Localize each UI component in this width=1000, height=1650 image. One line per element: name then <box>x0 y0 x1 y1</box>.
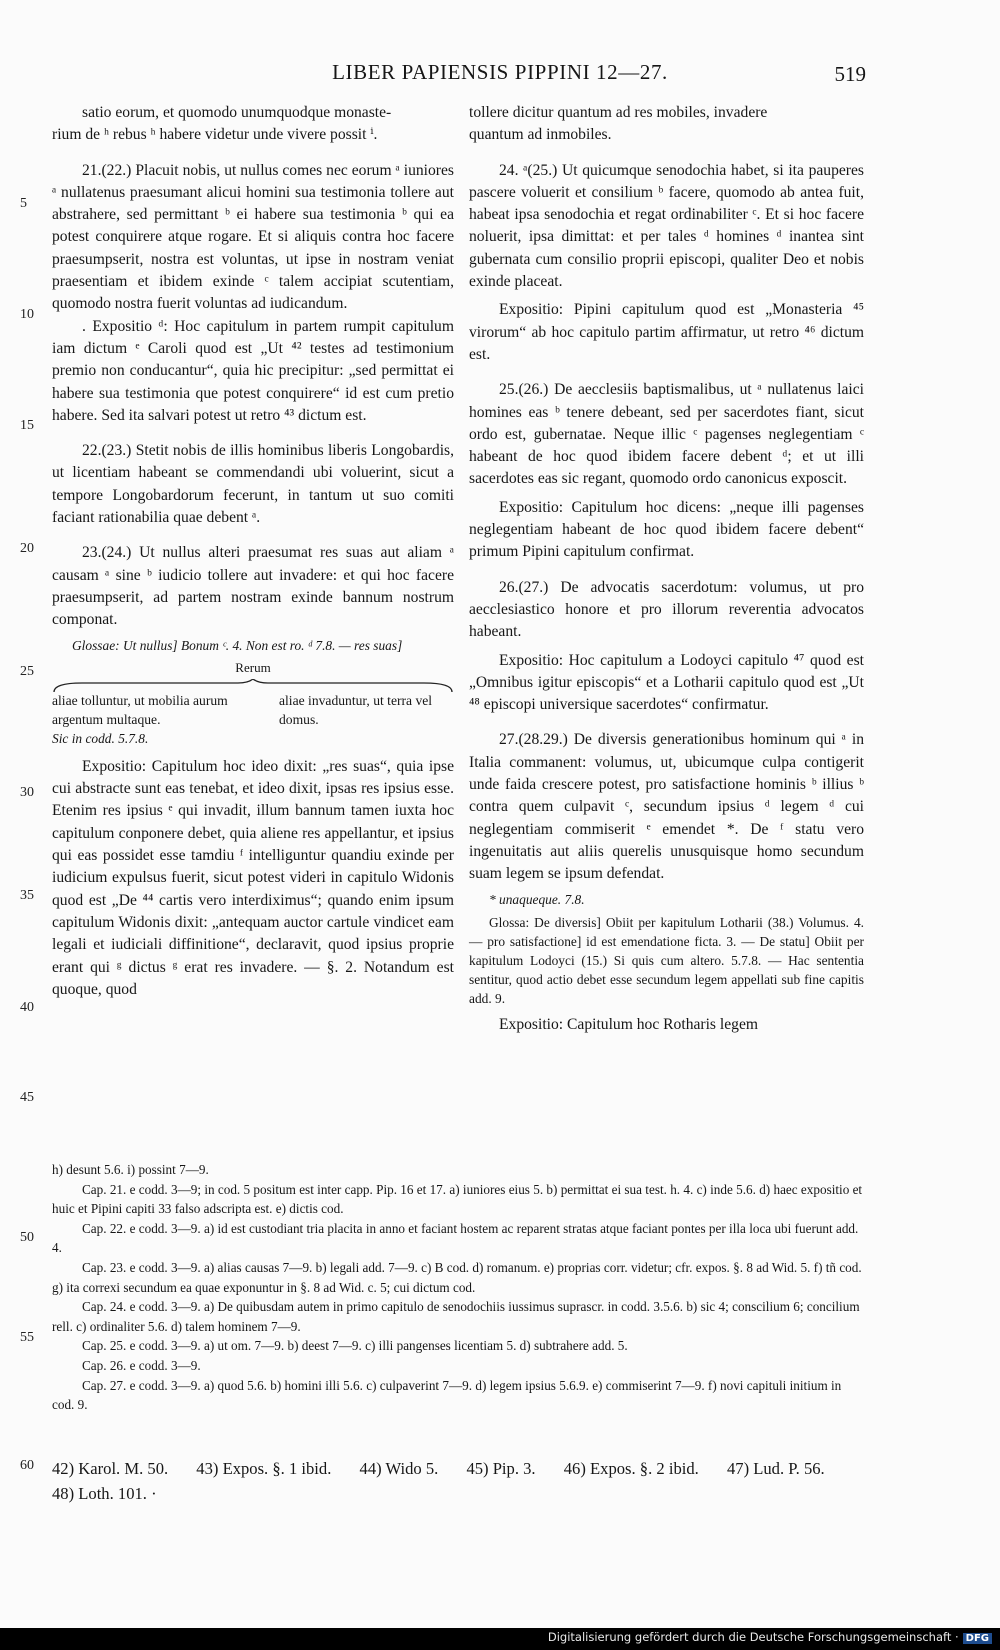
right-column <box>469 102 864 1036</box>
expositio-27: Expositio: Capitulum hoc Rotharis legem <box>499 1015 759 1033</box>
line-number: 25 <box>20 664 34 679</box>
expositio-26: Expositio: Hoc capitulum a Lodoyci capitulo ⁴⁷ quod est „Omnibus igitur episcopis“ et a Lotharii capitulo quod est „Ut ⁴⁸ episcopi universique sacerdotes“ confirmatur. <box>469 651 864 714</box>
expositio-23: Expositio: Capitulum hoc ideo dixit: „res suas“, quia ipse cui abstracte sunt eas tenebat, et ideo dixit, ipsas res ipsius esse. Etenim res ipsius ᵉ qui invadit, illum bannum tamen iuxta hoc capitulum conponere debet, quia aliene res appellantur, et ipsius qui eas possidet esse tamdiu ᶠ intelliguntur quandiu exinde per iudicium expulsus fuerit, sicut potest videri in capitulo Widonis quod est „De ⁴⁴ cartis vero interdiximus“; quando enim ipsum capitulum Widonis dixit: „antequam auctor cartule vindicet eam legali et iudiciali diffinitione“, declaravit, quod ipsius proprie erant qui ᵍ dictus ᵍ erat res invadere. — §. 2. Notandum est quoque, quod <box>52 757 454 998</box>
alternative-mobilia: aliae tolluntur, ut mobilia aurum argentum multaque. <box>52 692 228 727</box>
line-number: 55 <box>20 1330 34 1345</box>
text-line: rium de ʰ rebus ʰ habere videtur unde vivere possit ⁱ. <box>52 126 378 144</box>
line-number: 35 <box>20 888 34 903</box>
line-number: 50 <box>20 1230 34 1245</box>
reference: 45) Pip. 3. <box>466 1459 536 1478</box>
left-column <box>52 102 454 1001</box>
glossa-27: Glossa: De diversis] Obiit per kapitulum Lotharii (38.) Volumus. 4. — pro satisfactione] id est emendatione ficta. 3. — De statu] Obiit per kapitulum Lodoyci (15.) Si quis cum altero. 5.7.8. — Hac sententia sentitur, quod actio debet esse secundum legem appellati sub fine capitis add. 9. <box>469 914 864 1006</box>
chapter-21: 21.(22.) Placuit nobis, ut nullus comes nec eorum ᵃ iuniores ᵃ nullatenus praesumant alicui homini sua testimonia tollere aut abstrahere, sed permittant ᵇ ei habere sua testimonia ᵇ qui ea potest conquirere atque rogare. Et si aliquis contra hoc facere praesumpserit, nostra est voluntas, ut ipse in nostram veniat praesentiam et ibidem exinde ᶜ talem accipiat scutentiam, quomodo nostra fuerit voluntas ad iudicandum. <box>52 161 454 313</box>
expositio-24: Expositio: Pipini capitulum quod est „Monasteria ⁴⁵ virorum“ ab hoc capitulo partim affirmatur, ut retro ⁴⁶ dictum est. <box>469 301 864 363</box>
line-number: 5 <box>20 196 27 211</box>
critical-apparatus <box>52 1160 864 1415</box>
funding-credit <box>548 1630 992 1644</box>
reference: 42) Karol. M. 50. <box>52 1459 169 1478</box>
reference: 48) Loth. 101. · <box>52 1484 157 1503</box>
line-number: 45 <box>20 1090 34 1105</box>
text-line: satio eorum, et quomodo unumquodque monaste- <box>82 104 392 121</box>
reference: 44) Wido 5. <box>359 1459 439 1478</box>
rerum-alternatives <box>52 691 454 729</box>
apparatus-note: Cap. 25. e codd. 3—9. a) ut om. 7—9. b) deest 7—9. c) illi pangenses licentiam 5. d) subtrahere add. 5. <box>82 1338 628 1354</box>
reference: 47) Lud. P. 56. <box>726 1459 825 1478</box>
variant-note: * unaqueque. 7.8. <box>489 891 585 907</box>
chapter-27: 27.(28.29.) De diversis generationibus hominum qui ᵃ in Italia commanent: volumus, ut, ubicumque culpa contigerit unde faida crescere potest, pro satisfactione hominis ᵇ illius ᵇ contra quem culpavit ᶜ, secundum ipsius ᵈ legem ᵈ cui neglegentiam commiserit ᵉ emendet *. De ᶠ statu vero ingenuitatis aut aliis querelis unusquisque homo secundum suam legem se ipsum defendat. <box>469 731 864 883</box>
apparatus-note: Cap. 23. e codd. 3—9. a) alias causas 7—9. b) legali add. 7—9. c) B cod. d) romanum. e) proprias corr. videtur; cfr. expos. §. 8 ad Wid. 5. f) tñ cod. g) ita correxi secundum ea quae exponuntur in §. 8 ad Wid. c. 5; cui dictum cod. <box>52 1259 862 1295</box>
text-line: quantum ad inmobiles. <box>469 126 612 144</box>
chapter-22: 22.(23.) Stetit nobis de illis hominibus liberis Longobardis, ut licentiam habeant se commendandi ubi voluerint, sicut a tempore Longobardorum fecerunt, in tantum ut suo comiti faciant rationabilia quae debent ᵃ. <box>52 442 454 527</box>
expositio-21: . Expositio ᵈ: Hoc capitulum in partem rumpit capitulum iam dictum ᵉ Caroli quod est „Ut ⁴² testes ad testimonium premio non conducantur“, quia hic precipitur: „sed permittat ei habere sua testimonia que potest conquirere“ id est cum pretio habere. Sed ita salvari potest ut retro ⁴³ dictum est. <box>52 317 454 424</box>
apparatus-note: h) desunt 5.6. i) possint 7—9. <box>52 1162 209 1177</box>
apparatus-note: Cap. 21. e codd. 3—9; in cod. 5 positum est inter capp. Pip. 16 et 17. a) iuniores eius 5. b) permittat ei sua test. h. 4. c) inde 5.6. d) haec expositio et huic et Pipini capiti 33 falso adscripta est. e) dictis cod. <box>52 1181 863 1217</box>
alternative-immobilia: aliae invaduntur, ut terra vel domus. <box>279 692 433 727</box>
apparatus-note: Cap. 27. e codd. 3—9. a) quod 5.6. b) homini illi 5.6. c) culpaverint 7—9. d) legem ipsius 5.6.9. e) commiserint 7—9. f) novi capituli initium in cod. 9. <box>52 1377 842 1413</box>
line-number: 30 <box>20 785 34 800</box>
funding-text: Digitalisierung gefördert durch die Deutsche Forschungsgemeinschaft · <box>547 1630 959 1644</box>
apparatus-note: Cap. 24. e codd. 3—9. a) De quibusdam autem in primo capitulo de senodochiis iussimus suprascr. in codd. 3.5.6. b) sic 4; conscilium 6; concilium rell. c) ordinaliter 5.6. d) talem hominem 7—9. <box>52 1299 860 1334</box>
chapter-24: 24. ᵃ(25.) Ut quicumque senodochia habet, si ita pauperes pascere voluerit et consilium ᵇ facere, quomodo ab antea fuit, habeat ipsa senodochia et regat ordinabiliter ᶜ. Et si hoc facere noluerit, ipsa dimittat: et per tales ᵈ homines ᵈ inantea sint gubernata cum consilio proprii episcopi, qualiter Deo et nobis exinde placeat. <box>469 161 864 291</box>
apparatus-note: Cap. 26. e codd. 3—9. <box>82 1357 201 1373</box>
chapter-23: 23.(24.) Ut nullus alteri praesumat res suas aut aliam ᵃ causam ᵃ sine ᵇ iudicio tollere aut invadere: et qui hoc facere praesumpserit, ad partem nostram exinde bannum nostrum componat. <box>52 544 454 629</box>
chapter-26: 26.(27.) De advocatis sacerdotum: volumus, ut pro aecclesiastico honore et pro illorum reverentia advocatos habeant. <box>469 578 864 641</box>
page-number: 519 <box>834 62 866 86</box>
line-number: 15 <box>20 418 34 433</box>
source-references <box>52 1456 882 1506</box>
line-number: 20 <box>20 541 34 556</box>
chapter-25: 25.(26.) De aecclesiis baptismalibus, ut ᵃ nullatenus laici homines eas ᵇ tenere debeant, sed per sacerdotes fiant, sicut ordo est, gubernatae. Neque illic ᶜ pagenses neglegentiam ᶜ habeant de hoc quod ibidem facere debent ᵈ; et ut illi sacerdotes eas sic regant, quomodo ordo canonicus exposcit. <box>469 381 864 488</box>
reference: 43) Expos. §. 1 ibid. <box>196 1459 332 1478</box>
line-number: 40 <box>20 1000 34 1015</box>
sic-note: Sic in codd. 5.7.8. <box>52 730 149 746</box>
brace-label: Rerum <box>235 659 271 675</box>
dfg-logo: DFG <box>963 1633 992 1644</box>
apparatus-note: Cap. 22. e codd. 3—9. a) id est custodiant tria placita in anno et faciant hostem ac reparent stratas atque faciant pontes per illa loca ubi fuerunt add. 4. <box>52 1220 859 1256</box>
line-number: 60 <box>20 1458 34 1473</box>
running-title: LIBER PAPIENSIS PIPPINI 12—27. <box>332 60 668 84</box>
reference: 46) Expos. §. 2 ibid. <box>563 1459 699 1478</box>
expositio-25: Expositio: Capitulum hoc dicens: „neque illi pagenses neglegentiam habeant de hoc quod ibidem facere debent“ primum Pipini capitulum confirmat. <box>469 498 864 561</box>
line-number: 10 <box>20 307 34 322</box>
text-line: tollere dicitur quantum ad res mobiles, invadere <box>469 104 768 121</box>
glossae-23: Glossae: Ut nullus] Bonum ᶜ. 4. Non est ro. ᵈ 7.8. — res suas] <box>72 637 403 653</box>
